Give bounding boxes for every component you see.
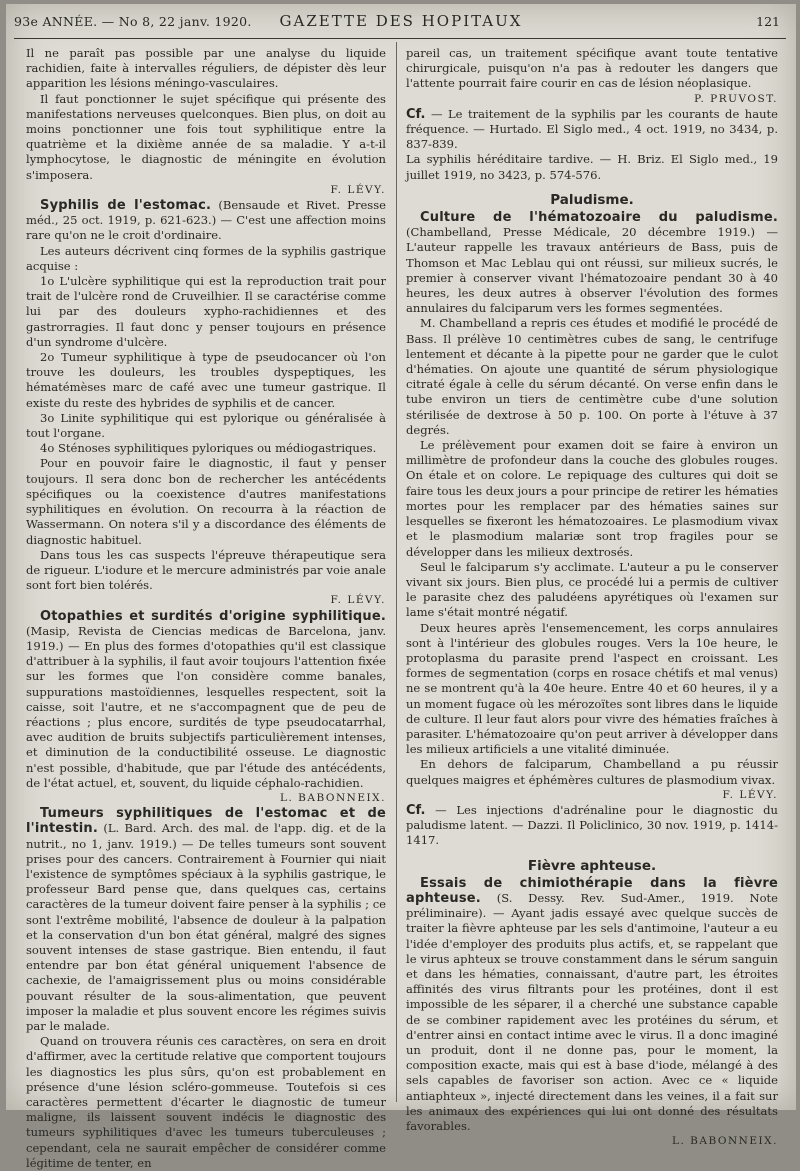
article-reference: (Bensaude et Rivet. Presse méd., 25 oct. 1919, p. 621-623.) — C'est une affection moins rare qu'on ne le croit d'ordinaire. (26, 198, 386, 243)
article-reference: (Masip, Revista de Ciencias medicas de Barcelona, janv. 1919.) — En plus des formes d'otopathies qu'il est classique d'attribuer à la syphilis, il faut avoir toujours l'attention fixée sur les formes que l'on considère comme banales, suppurations mastoïdiennes, lesquelles respectent, soit la caisse, soit l'autre, et ne s'accompagnent que de peu de réactions ; plus encore, surdités de type pseudocatarrhal, avec audition de bruits subjectifs particulièrement intenses, et diminution de la conductibilité osseuse. Le diagnostic n'est possible, d'habitude, que par l'étude des antécédents, de l'état actuel, et, souvent, du liquide céphalo-rachidien. (26, 623, 386, 790)
article-otopathies (26, 609, 386, 791)
article-paragraph: 3o Linite syphilitique qui est pylorique ou généralisée à tout l'organe. (26, 410, 386, 441)
article-title: Tumeurs syphilitiques de l'estomac et de l'intestin. (26, 806, 386, 837)
continued-paragraph: pareil cas, un traitement spécifique avant toute tentative chirurgicale, puisqu'on n'a pas à redouter les dangers que l'attente pourrait faire courir en cas de lésion néoplasique. (406, 46, 778, 91)
page-header (6, 4, 796, 44)
article-paragraph: 1o L'ulcère syphilitique qui est la reproduction trait pour trait de l'ulcère rond de Cruveilhier. Il se caractérise comme lui par des douleurs xypho-rachidiennes et des gastrorragies. Il faut donc y penser toujours en présence d'un syndrome d'ulcère. (26, 274, 386, 349)
article-reference: (Chambelland, Presse Médicale, 20 décembre 1919.) — L'auteur rappelle les travaux antérieurs de Bass, puis de Thomson et Mac Leblau qui ont réussi, sur milieux sucrés, le premier à conserver vivant l'hématozoaire pendant 30 à 40 heures, les deux autres à observer l'évolution des formes annulaires du falciparum vers les formes segmentées. (406, 225, 778, 316)
article-estomac (26, 198, 386, 244)
journal-title: GAZETTE DES HOPITAUX (279, 12, 523, 30)
article-title: Otopathies et surdités d'origine syphilitique. (40, 608, 386, 624)
issue-info: 93e ANNÉE. — No 8, 22 janv. 1920. (14, 14, 252, 29)
article-fievre (406, 876, 778, 1134)
article-paragraph: 2o Tumeur syphilitique à type de pseudocancer où l'on trouve les douleurs, les troubles dyspeptiques, les hématémèses marc de café avec une tumeur gastrique. Il existe du reste des hybrides de syphilis et de cancer. (26, 350, 386, 410)
article-tumeurs (26, 806, 386, 1034)
page-number: 121 (756, 14, 780, 29)
left-column (26, 46, 386, 1171)
article-paludisme (406, 210, 778, 316)
header-rule (14, 38, 786, 39)
newspaper-page (6, 4, 796, 1170)
article-paragraph: Les auteurs décrivent cinq formes de la syphilis gastrique acquise : (26, 243, 386, 273)
column-divider (396, 42, 397, 1102)
author-signature: F. LÉVY. (722, 788, 778, 801)
cf-label: Cf. (406, 106, 426, 122)
article-reference: (L. Bard. Arch. des mal. de l'app. dig. et de la nutrit., no 1, janv. 1919.) — De telles tumeurs sont souvent prises pour des cancers. Contrairement à Fournier qui niait l'existence de symptômes spéciaux à la syphilis gastrique, le professeur Bard pense que, dans quelques cas, certains caractères de la tumeur doivent faire penser à la syphilis ; ce sont l'extrême mobilité, l'absence de douleur à la palpation et la conservation d'un bon état général, malgré des signes souvent intenses de stase gastrique. Bien entendu, il faut entendre par bon état général uniquement l'absence de cachexie, de l'amaigrissement plus ou moins considérable pouvant résulter de la sous-alimentation, que peuvent imposer la maladie et plus souvent encore les régimes suivis par le malade. (26, 821, 386, 1033)
intro-paragraph: Il faut ponctionner le sujet spécifique qui présente des manifestations nerveuses quelconques. Bien plus, on doit au moins ponctionner une fois tout syphilitique entre la quatrième et la dixième année de sa maladie. Y a-t-il lymphocytose, le diagnostic de méningite en évolution s'imposera. (26, 91, 386, 182)
article-paragraph: Deux heures après l'ensemencement, les corps annulaires sont à l'intérieur des globules rouges. Vers la 10e heure, le protoplasma du parasite prend l'aspect en croissant. Les formes de segmentation (corps en rosace chétifs et mal venus) ne se montrent qu'à la 40e heure. Entre 40 et 60 heures, il y a un moment fugace où les mérozoïtes sont libres dans le liquide de culture. Il leur faut alors pour vivre des hématies fraîches à parasiter. L'hématozoaire qu'on peut arriver à développer dans les milieux artificiels a une vitalité diminuée. (406, 620, 778, 757)
author-signature: L. BABONNEIX. (280, 791, 386, 804)
section-title-paludisme: Paludisme. (550, 191, 634, 208)
cf-label: Cf. (406, 802, 426, 818)
intro-paragraph: Il ne paraît pas possible par une analyse du liquide rachidien, faite à intervalles réguliers, de dépister dès leur apparition les lésions méningo-vasculaires. (26, 46, 386, 91)
article-paragraph: Seul le falciparum s'y acclimate. L'auteur a pu le conserver vivant six jours. Bien plus, ce procédé lui a permis de cultiver le parasite chez des paludéens apyrétiques où l'examen sur lame s'était montré négatif. (406, 559, 778, 620)
article-paragraph: Quand on trouvera réunis ces caractères, on sera en droit d'affirmer, avec la certitude relative que comportent toujours les diagnostics les plus sûrs, qu'on est probablement en présence d'une lésion scléro-gommeuse. Toutefois si ces caractères permettent d'écarter le diagnostic de tumeur maligne, ils laissent souvent indécis le diagnostic des tumeurs syphilitiques d'avec les tumeurs tuberculeuses ; cependant, cela ne saurait empêcher de considérer comme légitime de tenter, en (26, 1034, 386, 1170)
article-title: Syphilis de l'estomac. (40, 198, 212, 214)
article-title: Culture de l'hématozoaire du paludisme. (420, 210, 778, 226)
cf-text: — Le traitement de la syphilis par les courants de haute fréquence. — Hurtado. El Siglo med., 4 oct. 1919, no 3434, p. 837-839. (406, 106, 779, 152)
author-signature: P. PRUVOST. (694, 92, 778, 105)
cf-text: La syphilis héréditaire tardive. — H. Briz. El Siglo med., 19 juillet 1919, no 3423, p. 574-576. (406, 152, 778, 182)
article-paragraph: Dans tous les cas suspects l'épreuve thérapeutique sera de rigueur. L'iodure et le mercure administrés par voie anale sont fort bien tolérés. (26, 547, 386, 593)
author-signature: F. LÉVY. (330, 594, 386, 607)
cf-text: — Les injections d'adrénaline pour le diagnostic du paludisme latent. — Dazzi. Il Policlinico, 30 nov. 1919, p. 1414-1417. (406, 802, 778, 848)
article-paragraph: M. Chambelland a repris ces études et modifié le procédé de Bass. Il prélève 10 centimètres cubes de sang, le centrifuge lentement et décante à la pipette pour ne garder que le culot d'hématies. On ajoute une quantité de sérum physiologique citraté égale à celle du sérum décanté. On verse enfin dans le tube environ un tiers de centimètre cube d'une solution stérilisée de dextrose à 50 p. 100. On porte à l'étuve à 37 degrés. (406, 316, 778, 437)
author-signature: L. BABONNEIX. (672, 1135, 778, 1148)
section-title-fievre: Fièvre aphteuse. (527, 857, 657, 874)
cf-reference (406, 107, 778, 153)
article-paragraph: 4o Sténoses syphilitiques pyloriques ou médiogastriques. (40, 441, 377, 456)
author-signature: F. LÉVY. (330, 183, 386, 196)
article-title: Essais de chimiothérapie dans la fièvre aphteuse. (406, 875, 778, 906)
article-paragraph: Le prélèvement pour examen doit se faire à environ un millimètre de profondeur dans la couche des globules rouges. On étale et on colore. Le repiquage des cultures qui doit se faire tous les deux jours a pour principe de retirer les hématies mortes pour les remplacer par des hématies saines sur lesquelles se fixeront les hématozoaires. Le plasmodium vivax et le plasmodium malariæ sont trop fragiles pour se développer dans les milieux dextrosés. (406, 438, 778, 559)
right-column (406, 46, 778, 1149)
article-reference: (S. Dessy. Rev. Sud-Amer., 1919. Note préliminaire). — Ayant jadis essayé avec quelque succès de traiter la fièvre aphteuse par les sels d'antimoine, l'auteur a eu l'idée d'employer des produits plus actifs, et, se rappelant que le virus aphteux se trouve constamment dans le sérum sanguin et dans les hématies, connaissant, d'autre part, les étroites affinités des virus filtrants pour les protéines, dont il est impossible de les séparer, il a cherché une substance capable de se combiner rapidement avec les protéines du sérum, et d'entrer ainsi en contact intime avec le virus. Il a donc imaginé un produit, dont il ne donne pas, pour le moment, la composition exacte, mais qui est à base d'iode, mélangé à des sels capables de favoriser son action. Avec ce « liquide antiaphteux », injecté directement dans les veines, il a fait sur les animaux des expériences qui lui ont donné des résultats favorables. (406, 890, 779, 1134)
article-paragraph: En dehors de falciparum, Chambelland a pu réussir quelques maigres et éphémères cultures de plasmodium vivax. (406, 757, 778, 787)
article-paragraph: Pour en pouvoir faire le diagnostic, il faut y penser toujours. Il sera donc bon de rechercher les antécédents spécifiques ou la coexistence d'autres manifestations syphilitiques en évolution. On recourra à la réaction de Wassermann. On notera s'il y a discordance des éléments de diagnostic habituel. (26, 456, 386, 547)
cf-reference (406, 803, 778, 849)
